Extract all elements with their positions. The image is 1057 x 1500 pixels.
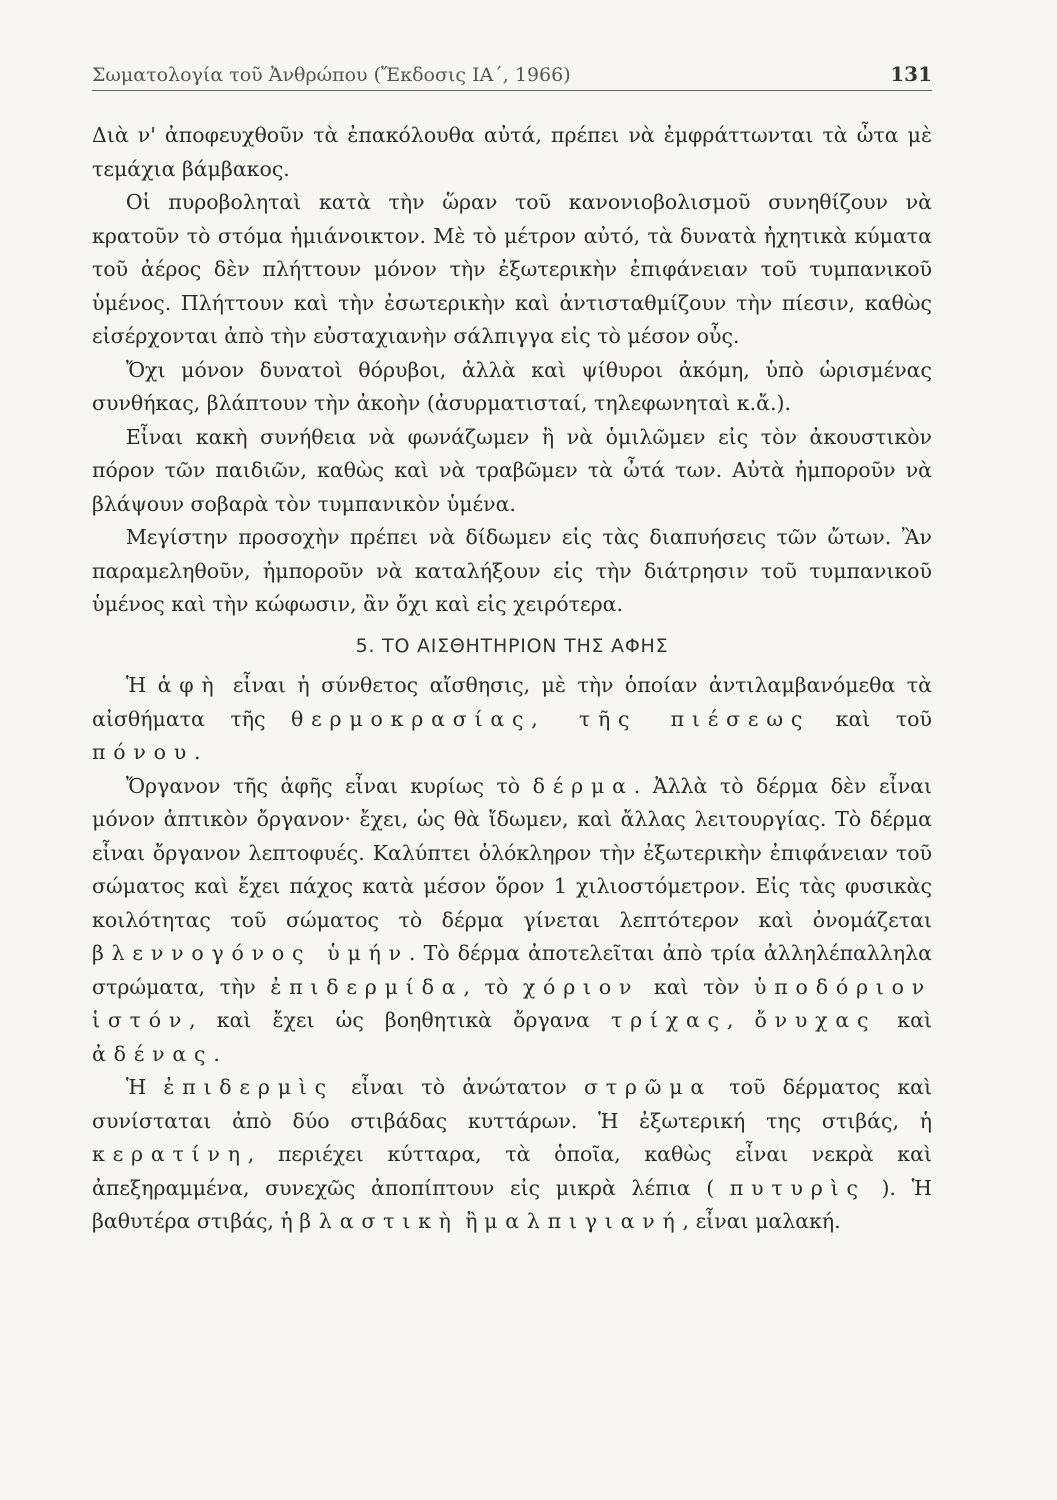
text-run: , — [726, 1008, 755, 1032]
text-run: Διὰ ν' ἀποφευχθοῦν τὰ ἐπακόλουθα αὐτά, πρέπει νὰ ἐμφράττωνται τὰ ὦτα μὲ τεμάχια βάμβακος. — [92, 123, 932, 181]
text-run: . Τὸ δέρμα ἀποτελεῖται ἀπὸ τρία ἀλληλέπαλληλα στρώματα, τὴν — [92, 941, 932, 999]
spaced-emphasis: βλεννογόνος ὑμήν — [92, 941, 409, 965]
paragraph — [92, 521, 932, 622]
text-run: . Ἀλλὰ τὸ δέρμα δὲν εἶναι μόνον ἁπτικὸν ὄργανον· ἔχει, ὡς θὰ ἴδωμεν, καὶ ἄλλας λειτουργίας. Τὸ δέρμα εἶναι ὄργανον λεπτοφυές. Καλύπτει ὁλόκληρον τὴν ἐξωτερικὴν ἐπιφάνειαν τοῦ σώματος καὶ ἔχει πάχος κατὰ μέσον ὅρον 1 χιλιοστόμετρον. Εἰς τὰς φυσικὰς κοιλότητας τοῦ σώματος τὸ δέρμα γίνεται λεπτότερον καὶ ὀνομάζεται — [92, 773, 932, 932]
spaced-emphasis: ἀδένας — [92, 1041, 214, 1066]
spaced-emphasis: ὄνυχας — [754, 1008, 877, 1032]
spaced-emphasis: δέρμα — [532, 773, 634, 798]
paragraph — [92, 669, 932, 770]
paragraph — [92, 354, 932, 421]
running-title: Σωματολογία τοῦ Ἀνθρώπου (Ἔκδοσις ΙΑ΄, 1966) — [92, 64, 571, 86]
paragraph — [92, 1071, 932, 1239]
spaced-emphasis: ὑποδόριον ἱστόν — [92, 974, 933, 1032]
spaced-emphasis: πόνου — [92, 740, 195, 764]
spaced-emphasis: μαλπιγιανή — [484, 1209, 683, 1233]
text-run: Οἱ πυροβοληταὶ κατὰ τὴν ὥραν τοῦ κανονιοβολισμοῦ συνηθίζουν νὰ κρατοῦν τὸ στόμα ἡμιάνοικτον. Μὲ τὸ μέτρον αὐτό, τὰ δυνατὰ ἠχητικὰ κύματα τοῦ ἀέρος δὲν πλήττουν μόνον τὴν ἐξωτερικὴν ἐπιφάνειαν τοῦ τυμπανικοῦ ὑμένος. Πλήττουν καὶ τὴν ἐσωτερικὴν καὶ ἀντισταθμίζουν τὴν πίεσιν, καθὼς εἰσέρχονται ἀπὸ τὴν εὐσταχιανὴν σάλπιγγα εἰς τὸ μέσον οὖς. — [92, 190, 932, 348]
spaced-emphasis: ἁφὴ — [157, 673, 222, 697]
document-page — [92, 62, 932, 1239]
text-run: , εἶναι μαλακή. — [682, 1209, 841, 1233]
spaced-emphasis: ἐπιδερμὶς — [163, 1075, 334, 1099]
text-run: Μεγίστην προσοχὴν πρέπει νὰ δίδωμεν εἰς τὰς διαπυήσεις τῶν ὤτων. Ἂν παραμεληθοῦν, ἠμποροῦν νὰ καταλήξουν εἰς τὴν διάτρησιν τοῦ τυμπανικοῦ ὑμένος καὶ τὴν κώφωσιν, ἂν ὄχι καὶ εἰς χειρότερα. — [92, 525, 932, 616]
section-heading: 5. ΤΟ ΑΙΣΘΗΤΗΡΙΟΝ ΤΗΣ ΑΦΗΣ — [355, 634, 669, 657]
spaced-emphasis: βλαστικὴ — [299, 1209, 459, 1233]
text-run: καὶ τὸν — [639, 974, 755, 999]
text-run: εἶναι τὸ ἀνώτατον — [333, 1075, 585, 1099]
spaced-emphasis: τρίχας — [610, 1008, 727, 1032]
text-run: , καὶ ἔχει ὡς βοηθητικὰ ὄργανα — [189, 1008, 611, 1032]
spaced-emphasis: χόριον — [522, 974, 640, 999]
paragraph — [92, 421, 932, 522]
body-text — [92, 119, 932, 1239]
text-run: , περιέχει κύτταρα, τὰ ὁποῖα, καθὼς εἶναι νεκρὰ καὶ ἀπεξηραμμένα, συνεχῶς ἀποπίπτουν εἰς μικρὰ λέπια ( — [92, 1142, 932, 1200]
text-run: . — [213, 1041, 220, 1066]
text-run: Ἡ — [125, 673, 158, 697]
paragraphs-after-section — [92, 669, 932, 1239]
paragraphs-before-section — [92, 119, 932, 622]
paragraph — [92, 119, 932, 186]
paragraph — [92, 770, 932, 1072]
text-run: Ἡ — [125, 1075, 164, 1099]
spaced-emphasis: κερατίνη — [92, 1142, 248, 1166]
text-run: Εἶναι κακὴ συνήθεια νὰ φωνάζωμεν ἢ νὰ ὁμιλῶμεν εἰς τὸν ἀκουστικὸν πόρον τῶν παιδιῶν, καθὼς καὶ νὰ τραβῶμεν τὰ ὦτά των. Αὐτὰ ἠμποροῦν νὰ βλάψουν σοβαρὰ τὸν τυμπανικὸν ὑμένα. — [92, 424, 932, 516]
text-run: . — [194, 740, 201, 764]
text-run: Ὄχι μόνον δυνατοὶ θόρυβοι, ἀλλὰ καὶ ψίθυροι ἀκόμη, ὑπὸ ὡρισμένας συνθήκας, βλάπτουν τὴν ἀκοὴν (ἀσυρματισταί, τηλεφωνηταὶ κ.ἄ.). — [92, 357, 932, 415]
text-run: ἢ — [458, 1209, 485, 1233]
spaced-emphasis: στρῶμα — [584, 1075, 713, 1099]
text-run: εἶναι ἡ σύνθετος αἴσθησις, μὲ τὴν ὁποίαν ἀντιλαμβανόμεθα τὰ αἰσθήματα τῆς — [92, 673, 932, 731]
paragraph — [92, 186, 932, 354]
running-header — [92, 62, 932, 91]
text-run: , τὸ — [463, 974, 523, 999]
text-run: Ὄργανον τῆς ἁφῆς εἶναι κυρίως τὸ — [125, 773, 533, 798]
text-run: καὶ — [876, 1008, 932, 1032]
page-number: 131 — [890, 62, 932, 86]
spaced-emphasis: θερμοκρασίας, τῆς πιέσεως — [291, 706, 811, 731]
text-run: ). Ἡ βαθυτέρα στιβάς, ἡ — [92, 1175, 932, 1233]
text-run: καὶ τοῦ — [810, 706, 932, 731]
spaced-emphasis: πυτυρὶς — [729, 1175, 866, 1200]
spaced-emphasis: ἐπιδερμίδα — [270, 974, 464, 999]
text-run: τοῦ δέρματος καὶ συνίσταται ἀπὸ δύο στιβάδας κυττάρων. Ἡ ἐξωτερική της στιβάς, ἡ — [92, 1075, 933, 1133]
